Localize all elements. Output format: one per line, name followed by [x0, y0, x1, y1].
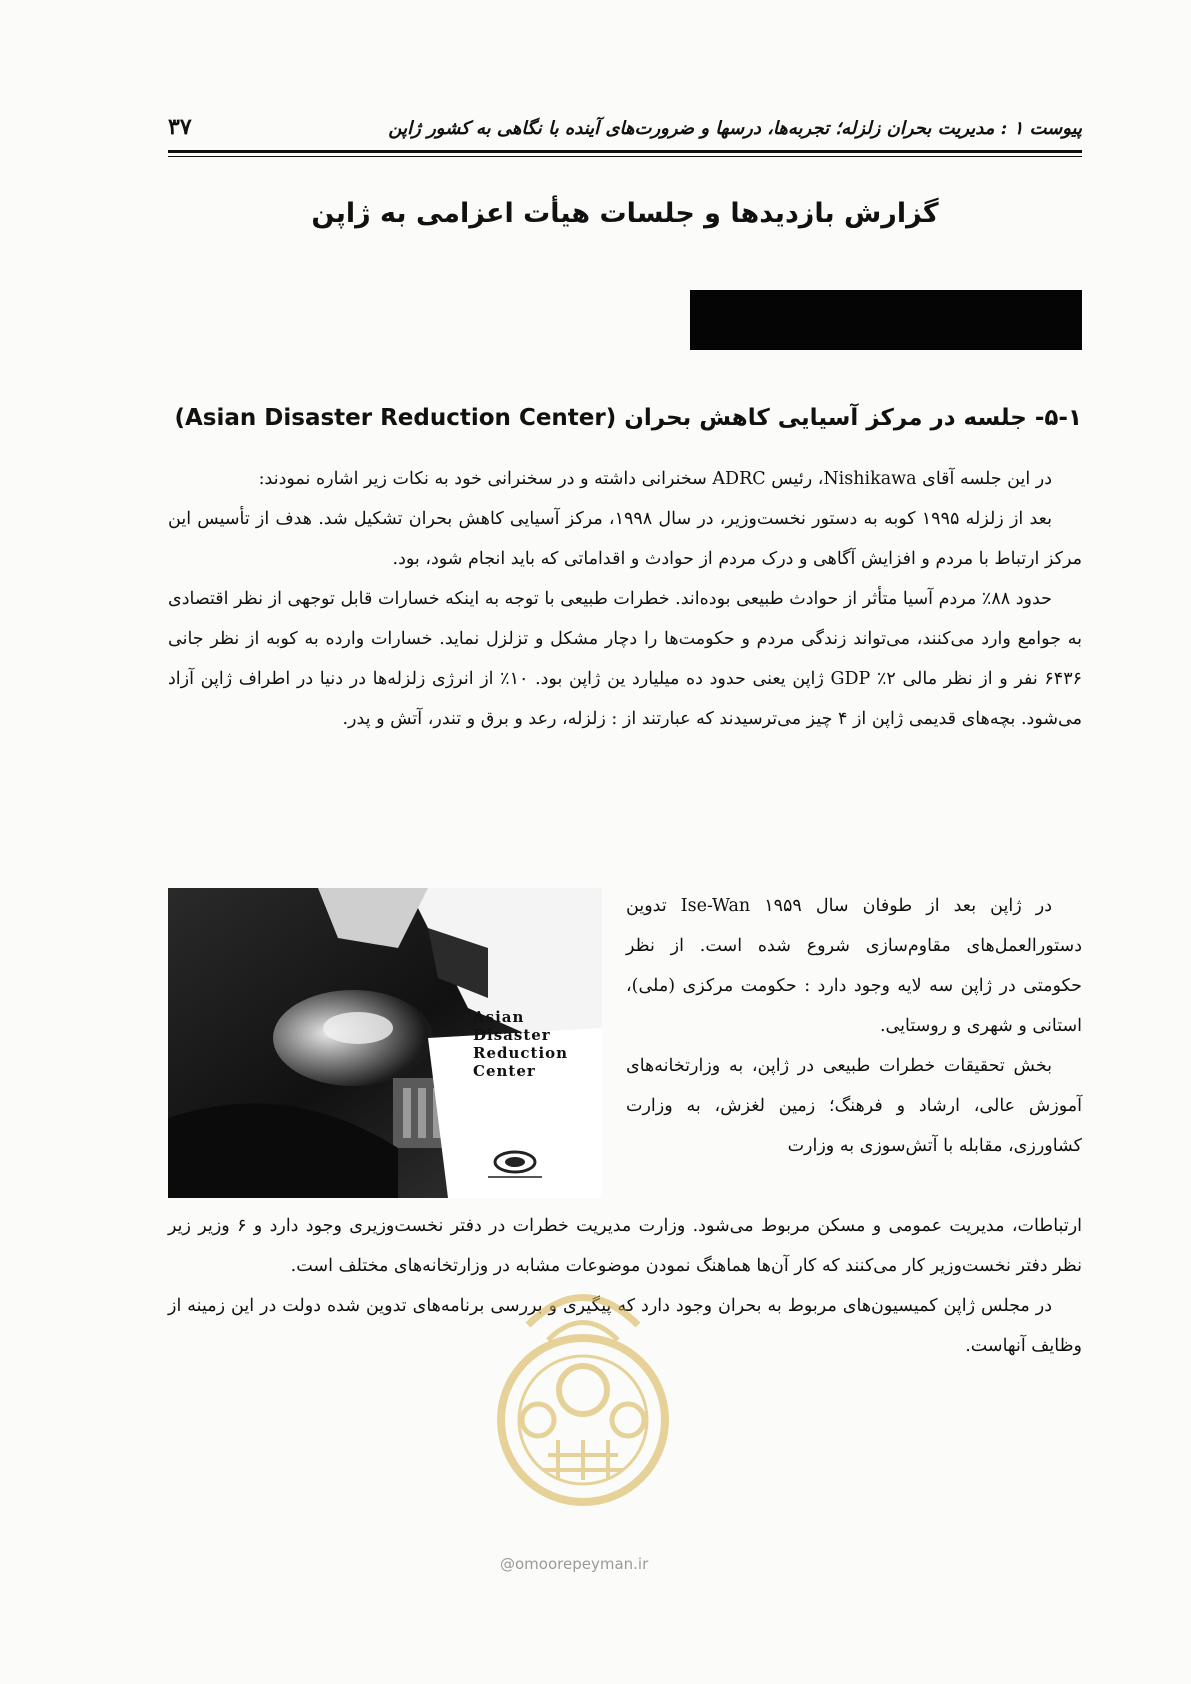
adrc-logo-icon	[480, 1148, 550, 1182]
watermark-url: @omoorepeyman.ir	[500, 1555, 649, 1573]
header-rule	[168, 150, 1082, 153]
report-title: گزارش بازدیدها و جلسات هیأت اعزامی به ژاپن	[311, 198, 939, 229]
paragraph: در ژاپن بعد از طوفان سال ۱۹۵۹ Ise-Wan تدوین دستورالعمل‌های مقاوم‌سازی شروع شده است. از نظر حکومتی در ژاپن سه لایه وجود دارد : حکومت مرکزی (ملی)، استانی و شهری و روستایی.	[626, 896, 1082, 1036]
running-header	[168, 114, 1082, 148]
paragraph: بعد از زلزله ۱۹۹۵ کوبه به دستور نخست‌وزیر، در سال ۱۹۹۸، مرکز آسیایی کاهش بحران تشکیل شد. هدف از تأسیس این مرکز ارتباط با مردم و افزایش آگاهی و درک مردم از حوادث و اقداماتی که باید انجام شود، بود.	[168, 509, 1082, 569]
paragraph: ارتباطات، مدیریت عمومی و مسکن مربوط می‌شود. وزارت مدیریت خطرات در دفتر نخست‌وزیری وجود دارد و ۶ وزیر زیر نظر دفتر نخست‌وزیر کار می‌کنند که کار آن‌ها هماهنگ نمودن موضوعات مشابه در وزارتخانه‌های مختلف است.	[168, 1216, 1083, 1276]
figure-caption: Asian Disaster Reduction Center	[473, 1008, 569, 1080]
paragraph: در مجلس ژاپن کمیسیون‌های مربوط به بحران وجود دارد که پیگیری و بررسی برنامه‌های تدوین شده دولت در این زمینه از وظایف آنهاست.	[168, 1296, 1082, 1356]
header-title: پیوست ۱ : مدیریت بحران زلزله؛ تجربه‌ها، درسها و ضرورت‌های آینده با نگاهی به کشور ژاپن	[388, 118, 1082, 139]
page-number: ۳۷	[168, 114, 192, 140]
watermark-seal-icon	[488, 1270, 678, 1540]
section-body-intro	[168, 459, 1082, 739]
paragraph: در این جلسه آقای Nishikawa، رئیس ADRC سخنرانی داشته و در سخنرانی خود به نکات زیر اشاره نمودند:	[258, 469, 1052, 489]
paragraph: بخش تحقیقات خطرات طبیعی در ژاپن، به وزارتخانه‌های آموزش عالی، ارشاد و فرهنگ؛ زمین لغزش، به وزارت کشاورزی، مقابله با آتش‌سوزی به وزارت	[626, 1056, 1082, 1156]
redaction-block	[690, 290, 1082, 350]
paragraph: حدود ۸۸٪ مردم آسیا متأثر از حوادث طبیعی بوده‌اند. خطرات طبیعی با توجه به اینکه خسارات قابل توجهی از نظر اقتصادی به جوامع وارد می‌کنند، می‌تواند زندگی مردم و حکومت‌ها را دچار مشکل و تزلزل نماید. خسارات وارده به کوبه از نظر جانی ۶۴۳۶ نفر و از نظر مالی ۲٪ GDP ژاپن یعنی حدود ده میلیارد ین ژاپن بود. ۱۰٪ از انرژی زلزله‌ها در دنیا در اطراف ژاپن آزاد می‌شود. بچه‌های قدیمی ژاپن از ۴ چیز می‌ترسیدند که عبارتند از : زلزله، رعد و برق و تندر، آتش و پدر.	[168, 589, 1082, 729]
section-body-wrapped	[626, 886, 1082, 1166]
adrc-brochure-image	[168, 888, 602, 1198]
header-rule-thin	[168, 156, 1082, 157]
section-heading: ۵-۱- جلسه در مرکز آسیایی کاهش بحران (Asian Disaster Reduction Center)	[174, 405, 1082, 431]
